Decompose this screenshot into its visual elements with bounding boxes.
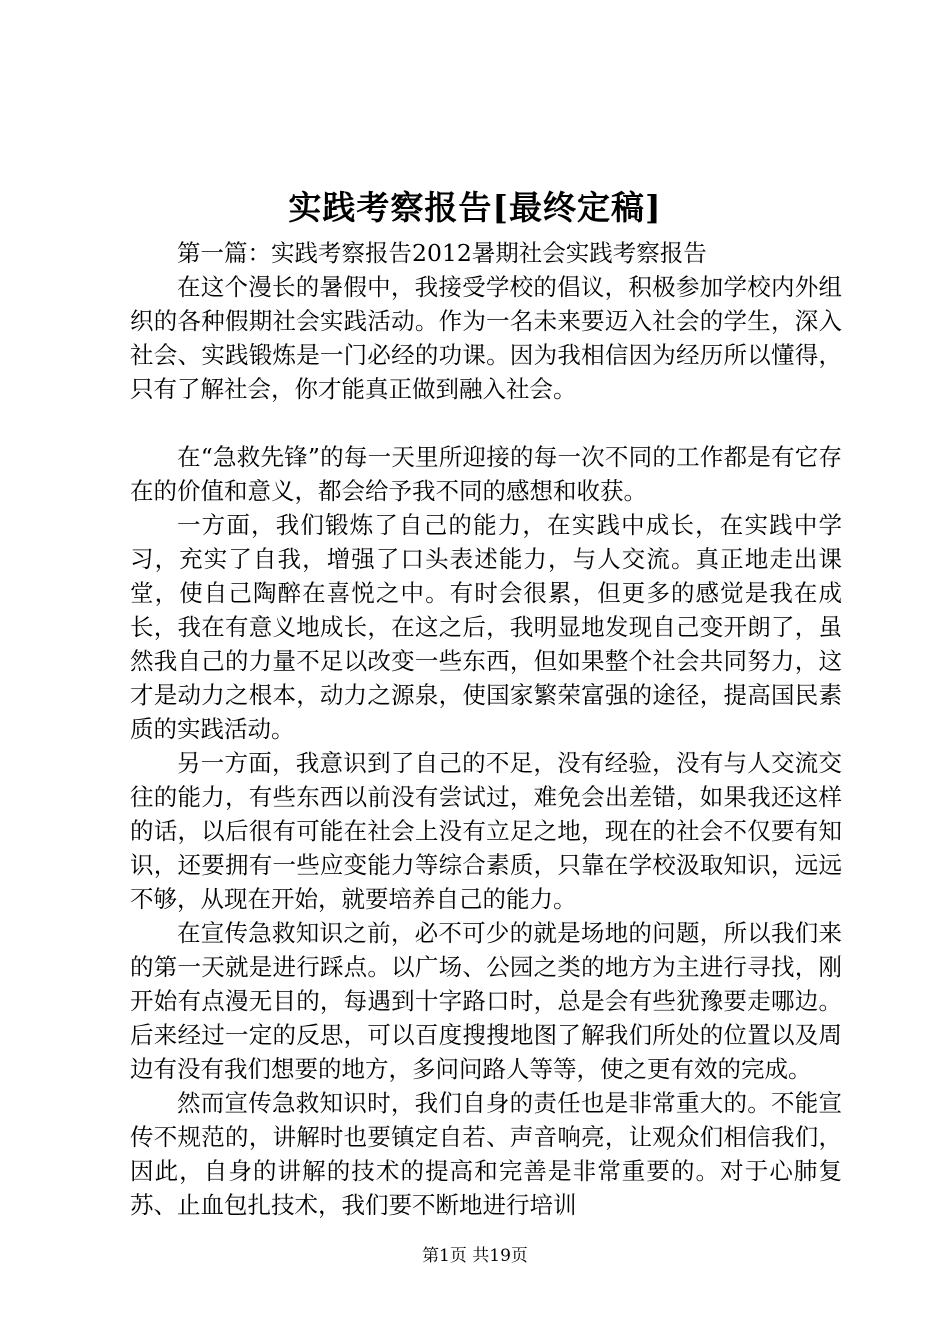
paragraph-gap — [130, 406, 842, 440]
paragraph-6: 然而宣传急救知识时，我们自身的责任也是非常重大的。不能宣传不规范的，讲解时也要镇定自若、声音响亮，让观众们相信我们，因此，自身的讲解的技术的提高和完善是非常重要的。对于心肺复苏、止血包扎技术，我们要不断地进行培训 — [130, 1089, 842, 1219]
paragraph-5: 在宣传急救知识之前，必不可少的就是场地的问题，所以我们来的第一天就是进行踩点。以广场、公园之类的地方为主进行寻找，刚开始有点漫无目的，每遇到十字路口时，总是会有些犹豫要走哪边。后来经过一定的反思，可以百度搜搜地图了解我们所处的位置以及周边有没有我们想要的地方，多问问路人等等，使之更有效的完成。 — [130, 919, 842, 1083]
section-heading: 第一篇：实践考察报告2012暑期社会实践考察报告 — [177, 239, 707, 267]
paragraph-3: 一方面，我们锻炼了自己的能力，在实践中成长，在实践中学习，充实了自我，增强了口头表述能力，与人交流。真正地走出课堂，使自己陶醉在喜悦之中。有时会很累，但更多的感觉是我在成长，我在有意义地成长，在这之后，我明显地发现自己变开朗了，虽然我自己的力量不足以改变一些东西，但如果整个社会共同努力，这才是动力之根本，动力之源泉，使国家繁荣富强的途径，提高国民素质的实践活动。 — [130, 511, 842, 743]
paragraph-1: 在这个漫长的暑假中，我接受学校的倡议，积极参加学校内外组织的各种假期社会实践活动。作为一名未来要迈入社会的学生，深入社会、实践锻炼是一门必经的功课。因为我相信因为经历所以懂得，只有了解社会，你才能真正做到融入社会。 — [130, 273, 842, 403]
page-number-footer: 第1页 共19页 — [422, 1246, 528, 1266]
document-body — [130, 236, 842, 1222]
document-title: 实践考察报告[最终定稿] — [288, 188, 662, 227]
paragraph-4: 另一方面，我意识到了自己的不足，没有经验，没有与人交流交往的能力，有些东西以前没有尝试过，难免会出差错，如果我还这样的话，以后很有可能在社会上没有立足之地，现在的社会不仅要有知识，还要拥有一些应变能力等综合素质，只靠在学校汲取知识，远远不够，从现在开始，就要培养自己的能力。 — [130, 749, 842, 913]
paragraph-2: 在“急救先锋”的每一天里所迎接的每一次不同的工作都是有它存在的价值和意义，都会给予我不同的感想和收获。 — [130, 443, 842, 505]
